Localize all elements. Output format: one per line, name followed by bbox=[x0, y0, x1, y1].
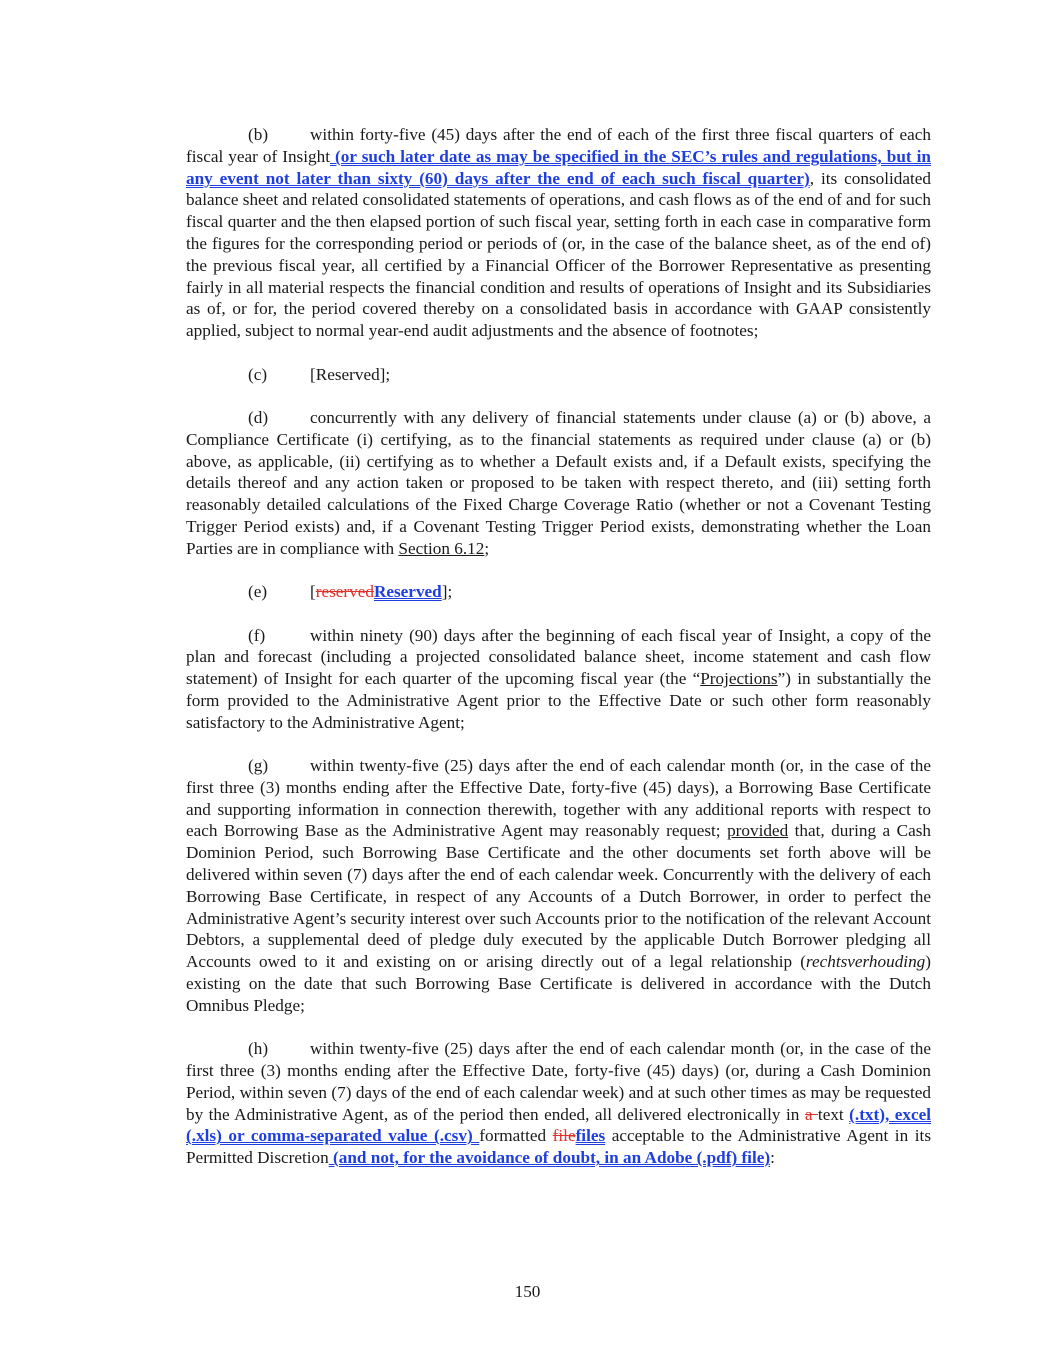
clause-text: ) existing on the date that such Borrowing Base Certificate is delivered in accordance with the Dutch Omnibus Pledge; bbox=[186, 952, 931, 1015]
inserted-text: files bbox=[575, 1126, 606, 1146]
clause-label: (e) bbox=[248, 582, 268, 602]
deleted-text: file bbox=[552, 1126, 576, 1146]
clause-label: (d) bbox=[248, 407, 269, 427]
clause-text: acceptable to the Administrative Agent in its Permitted Discretion bbox=[186, 1126, 932, 1168]
inserted-text: Reserved bbox=[373, 582, 442, 602]
deleted-text: reserved bbox=[315, 582, 374, 602]
bracket: [ bbox=[310, 582, 316, 602]
clause-label: (g) bbox=[248, 756, 269, 776]
clause-text: text bbox=[817, 1104, 850, 1124]
deleted-text: a bbox=[804, 1104, 818, 1124]
clause-label: (b) bbox=[248, 125, 269, 144]
paragraph-f bbox=[186, 625, 931, 734]
inserted-text: (and not, for the avoidance of doubt, in an Adobe (.pdf) file) bbox=[328, 1148, 771, 1168]
document-body bbox=[186, 124, 931, 1191]
bracket: ]; bbox=[441, 582, 453, 602]
clause-label: (h) bbox=[248, 1039, 269, 1059]
section-reference: Section 6.12 bbox=[398, 538, 485, 558]
italic-term: rechtsverhouding bbox=[805, 952, 926, 972]
clause-label: (f) bbox=[248, 625, 266, 645]
page-number: 150 bbox=[514, 1282, 541, 1301]
clause-text: formatted bbox=[479, 1126, 553, 1146]
clause-text: within ninety (90) days after the beginning of each fiscal year of Insight, a copy of the plan and forecast (including a projected consolidated balance sheet, income statement and cash flow statement) of Insight for each quarter of the upcoming fiscal year (the “ bbox=[186, 625, 931, 689]
paragraph-e bbox=[186, 581, 931, 603]
clause-text: , its consolidated balance sheet and related consolidated statements of operations, and cash flows as of the end of and for such fiscal quarter and the then elapsed portion of such fiscal year, setting forth in each case in comparative form the figures for the corresponding period or periods of (or, in the case of the balance sheet, as of the end of) the previous fiscal year, all certified by a Financial Officer of the Borrower Representative as presenting fairly in all material respects the financial condition and results of operations of Insight and its Subsidiaries as of, or for, the period covered thereby on a consolidated basis in accordance with GAAP consistently applied, subject to normal year-end audit adjustments and the absence of footnotes; bbox=[186, 168, 932, 341]
clause-text: : bbox=[770, 1148, 775, 1168]
paragraph-g bbox=[186, 755, 931, 1017]
clause-text: ”) in substantially the form provided to the Administrative Agent prior to the Effective Date or such other form reasonably satisfactory to the Administrative Agent; bbox=[186, 669, 931, 732]
clause-text: ; bbox=[484, 538, 490, 558]
defined-term: Projections bbox=[700, 669, 778, 689]
defined-term: provided bbox=[727, 821, 789, 841]
inserted-text: (or such later date as may be specified in the SEC’s rules and regulations, but in any event not later than sixty (60) days after the end of each such fiscal quarter) bbox=[186, 146, 931, 188]
paragraph-c bbox=[186, 364, 931, 386]
paragraph-b bbox=[186, 124, 931, 342]
paragraph-d bbox=[186, 407, 931, 560]
clause-text: that, during a Cash Dominion Period, such Borrowing Base Certificate and the other documents set forth above will be delivered within seven (7) days after the end of each calendar week. Concurrently with the delivery of each Borrowing Base Certificate, in respect of any Accounts of a Dutch Borrower, in order to perfect the Administrative Agent’s security interest over such Accounts prior to the notification of the relevant Account Debtors, a supplemental deed of pledge duly executed by the applicable Dutch Borrower pledging all Accounts owed to it and existing on or arising directly out of a legal relationship ( bbox=[186, 821, 932, 972]
inserted-text: (.txt), excel (.xls) or comma-separated value (.csv) bbox=[186, 1104, 931, 1146]
clause-text: within twenty-five (25) days after the end of each calendar month (or, in the case of the first three (3) months ending after the Effective Date, forty-five (45) days) (or, during a Cash Dominion Period, within seven (7) days of the end of each calendar week) and at such other times as may be requested by the Administrative Agent, as of the period then ended, all delivered electronically in bbox=[186, 1039, 931, 1124]
clause-text: concurrently with any delivery of financial statements under clause (a) or (b) above, a Compliance Certificate (i) certifying, as to the financial statements as required under clause (a) or (b) above, as applicable, (ii) certifying as to whether a Default exists and, if a Default exists, specifying the details thereof and any action taken or proposed to be taken with respect thereto, and (iii) setting forth reasonably detailed calculations of the Fixed Charge Coverage Ratio (whether or not a Covenant Testing Trigger Period exists) and, if a Covenant Testing Trigger Period exists, demonstrating whether the Loan Parties are in compliance with bbox=[186, 407, 931, 558]
clause-text: [Reserved]; bbox=[310, 364, 391, 384]
clause-text: within forty-five (45) days after the end of each of the first three fiscal quarters of each fiscal year of Insight bbox=[186, 125, 931, 166]
clause-text: within twenty-five (25) days after the end of each calendar month (or, in the case of the first three (3) months ending after the Effective Date, forty-five (45) days), a Borrowing Base Certificate and supporting information in connection therewith, together with any additional reports with respect to each Borrowing Base as the Administrative Agent may reasonably request; bbox=[186, 756, 931, 841]
clause-label: (c) bbox=[248, 364, 268, 384]
paragraph-h bbox=[186, 1038, 931, 1169]
